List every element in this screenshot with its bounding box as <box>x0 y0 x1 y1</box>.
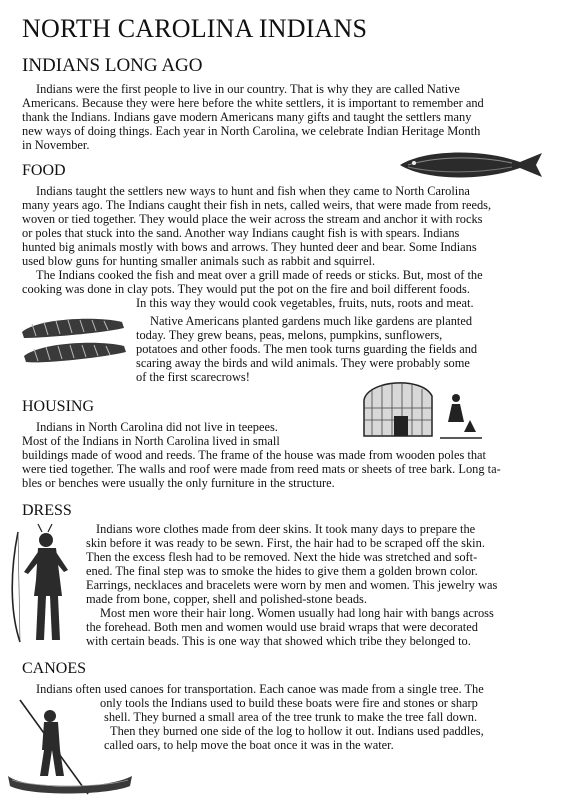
intro-line: new ways of doing things. Each year in North Carolina, we celebrate Indian Heritage Month <box>22 124 481 138</box>
dress-line: Then the excess flesh had to be removed. Next the hide was stretched and soft- <box>86 550 478 564</box>
food-line: hunted big animals mostly with bows and arrows. They hunted deer and bear. Some Indians <box>22 240 477 254</box>
corn-illustration <box>18 312 128 368</box>
dress-line: Earrings, necklaces and bracelets were worn by men and women. This jewelry was <box>86 578 498 592</box>
intro-line: in November. <box>22 138 90 152</box>
dress-line: Indians wore clothes made from deer skins. It took many days to prepare the <box>96 522 476 536</box>
dress-heading: DRESS <box>22 502 72 519</box>
longhouse-illustration <box>358 376 486 442</box>
intro-line: Americans. Because they were here before the white settlers, it is important to remember and <box>22 96 484 110</box>
housing-line: buildings made of wood and reeds. The frame of the house was made from wooden poles that <box>22 448 486 462</box>
canoes-line: Then they burned one side of the log to hollow it out. Indians used paddles, <box>110 724 484 738</box>
page-title: NORTH CAROLINA INDIANS <box>22 14 368 43</box>
canoes-heading: CANOES <box>22 660 87 677</box>
intro-line: Indians were the first people to live in our country. That is why they are called Native <box>36 82 460 96</box>
food-line: many years ago. The Indians caught their fish in nets, called weirs, that were made from reeds, <box>22 198 492 212</box>
page-subtitle: INDIANS LONG AGO <box>22 55 203 76</box>
food-heading: FOOD <box>22 162 66 179</box>
housing-line: Indians in North Carolina did not live in teepees. <box>36 420 278 434</box>
dress-line: Most men wore their hair long. Women usually had long hair with bangs across <box>100 606 494 620</box>
dress-line: made from bone, copper, shell and polished-stone beads. <box>86 592 367 606</box>
food-line: Native Americans planted gardens much like gardens are planted <box>150 314 473 328</box>
canoes-line: Indians often used canoes for transportation. Each canoe was made from a single tree. The <box>36 682 484 696</box>
food-line: cooking was done in clay pots. They would put the pot on the fire and boil different foods. <box>22 282 470 296</box>
food-line: The Indians cooked the fish and meat over a grill made of reeds or sticks. But, most of the <box>36 268 483 282</box>
intro-line: thank the Indians. Indians gave modern Americans many gifts and taught the settlers many <box>22 110 472 124</box>
canoes-line: shell. They burned a small area of the tree trunk to make the tree fall down. <box>104 710 478 724</box>
dress-line: skin before it was ready to be sewn. First, the hair had to be scraped off the skin. <box>86 536 485 550</box>
dress-line: with certain beads. This is one way that showed which tribe they belonged to. <box>86 634 471 648</box>
housing-line: Most of the Indians in North Carolina lived in small <box>22 434 280 448</box>
food-line: potatoes and other foods. The men took turns guarding the fields and <box>136 342 478 356</box>
food-line: scaring away the birds and wild animals. They were probably some <box>136 356 470 370</box>
dress-line: ened. The final step was to smoke the hides to give them a golden brown color. <box>86 564 478 578</box>
housing-heading: HOUSING <box>22 398 94 415</box>
canoes-line: only tools the Indians used to build these boats were fire and stones or sharp <box>100 696 478 710</box>
housing-line: were tied together. The walls and roof were made from reed mats or sheets of tree bark. Long ta- <box>22 462 501 476</box>
fish-illustration <box>394 147 546 183</box>
food-line: Indians taught the settlers new ways to hunt and fish when they came to North Carolina <box>36 184 470 198</box>
housing-line: bles or benches were usually the only furniture in the structure. <box>22 476 335 490</box>
food-line: today. They grew beans, peas, melons, pumpkins, sunflowers, <box>136 328 443 342</box>
food-line: or poles that stuck into the sand. Another way Indians caught fish is with spears. Indians <box>22 226 460 240</box>
food-line: of the first scarecrows! <box>136 370 250 384</box>
canoes-line: called oars, to help move the boat once it was in the water. <box>104 738 394 752</box>
food-line: used blow guns for hunting smaller animals such as rabbit and squirrel. <box>22 254 376 268</box>
dress-line: the forehead. Both men and women would use braid wraps that were decorated <box>86 620 478 634</box>
food-line: In this way they would cook vegetables, fruits, nuts, roots and meat. <box>136 296 474 310</box>
food-line: woven or tied together. They would place the weir across the stream and anchor it with rocks <box>22 212 483 226</box>
indian-figure-illustration <box>8 522 80 646</box>
